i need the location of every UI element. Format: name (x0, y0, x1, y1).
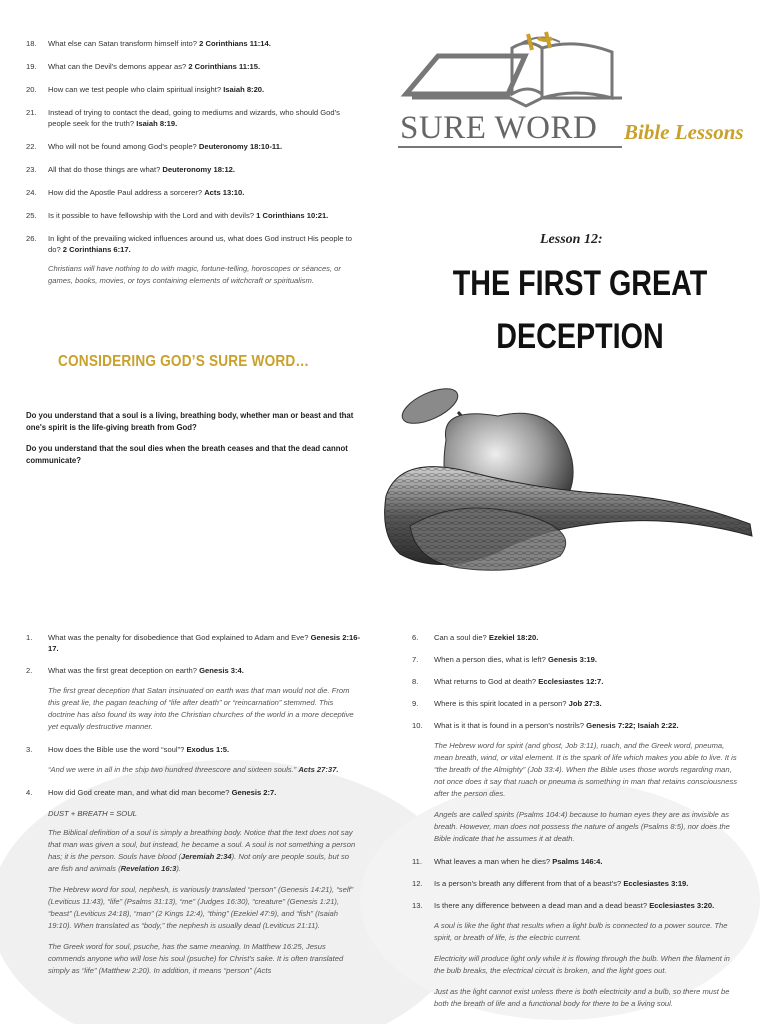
question-number: 20. (26, 85, 37, 94)
consideration-2: Do you understand that the soul dies when the breath ceases and that the dead cannot communicate? (26, 444, 348, 465)
scripture-ref: Isaiah 8:20. (223, 85, 265, 94)
question-9: 9. Where is this spirit located in a person? Job 27:3. (412, 699, 602, 708)
scripture-ref: 1 Corinthians 10:21. (256, 211, 329, 220)
logo-rule (398, 146, 622, 148)
question-number: 19. (26, 62, 37, 71)
question-1: 1. What was the penalty for disobedience that God explained to Adam and Eve? Genesis 2:16-17. (26, 633, 360, 653)
top-note: Christians will have nothing to do with magic, fortune-telling, horoscopes or séances, or games, books, movies, or toys containing elements of witchcraft or spiritualism. (48, 264, 341, 285)
question-text: All that do those things are what? (48, 165, 161, 174)
section-heading: CONSIDERING GOD’S SURE WORD… (58, 353, 310, 370)
note-4b: The Hebrew word for soul, nephesh, is variously translated “person” (Genesis 14:21), “self” (Leviticus 11:43), “life” (Psalms 31:13), “me” (Judges 16:30), “creature” (Genesis 1:21), “beast” (Leviticus 24:18), “man” (2 Kings 12:4), “thing” (Ezekiel 47:9), and “fish” (Isaiah 19:10). When translated as “body,” the nephesh is usually dead (Leviticus 21:11). (48, 885, 354, 930)
scripture-ref: Isaiah 8:19. (136, 119, 178, 128)
sure-word-logo (398, 28, 758, 148)
question-3: 3. How does the Bible use the word “soul”? Exodus 1:5. (26, 745, 230, 754)
question-8: 8. What returns to God at death? Ecclesiastes 12:7. (412, 677, 604, 686)
logo-wordmark: SURE WORD (400, 110, 598, 146)
page-bottom (0, 600, 768, 1024)
scripture-ref: 2 Corinthians 11:15. (188, 62, 261, 71)
question-text: In light of the prevailing wicked influences around us, what does God instruct His people to do? (48, 234, 352, 254)
question-18 (26, 38, 358, 49)
question-number: 18. (26, 39, 37, 48)
note-4a: The Biblical definition of a soul is simply a breathing body. Notice that the text does not say that man was given a soul, but instead, he became a soul. A soul is not something a person has; it is the person. Souls have blood (Jeremiah 2:34). Not only are people souls, but so are fish and animals (Revelation 16:3). (48, 828, 356, 873)
note-10b: Angels are called spirits (Psalms 104:4) because to human eyes they are as invisible as breath. However, man does not possess the nature of angels (Psalms 8:5), nor does the Bible indicate that he assumes it at death. (434, 810, 730, 843)
question-25 (26, 210, 358, 221)
logo-subtitle: Bible Lessons (624, 120, 744, 144)
note-13c: Just as the light cannot exist unless there is both electricity and a bulb, so there must be both the breath of life and a functional body for there to be a living soul. (434, 987, 730, 1008)
question-20 (26, 84, 358, 95)
lesson-title-line-2: DECEPTION (496, 317, 664, 356)
question-7: 7. When a person dies, what is left? Genesis 3:19. (412, 655, 597, 664)
scripture-ref: Acts 13:10. (204, 188, 245, 197)
considerations (26, 410, 358, 476)
question-text: Is it possible to have fellowship with the Lord and with devils? (48, 211, 254, 220)
formula: DUST + BREATH = SOUL (48, 809, 137, 818)
lesson-title (449, 257, 711, 363)
question-text: Instead of trying to contact the dead, going to mediums and wizards, who should God's people seek for the truth? (48, 108, 340, 128)
note-13b: Electricity will produce light only while it is flowing through the bulb. When the filament in the bulb breaks, the electrical circuit is broken, and the light goes out. (434, 954, 730, 975)
question-21 (26, 107, 358, 129)
bottom-left-column (26, 632, 360, 988)
question-number: 26. (26, 234, 37, 243)
consideration-1: Do you understand that a soul is a living, breathing body, whether man or beast and that one's spirit is the life-giving breath from God? (26, 411, 354, 432)
question-10: 10. What is it that is found in a person's nostrils? Genesis 7:22; Isaiah 2:22. (412, 721, 679, 730)
open-book-icon (400, 28, 630, 112)
question-text: How did the Apostle Paul address a sorcerer? (48, 188, 203, 197)
scripture-ref: 2 Corinthians 6:17. (62, 245, 131, 254)
question-number: 22. (26, 142, 37, 151)
note-3: “And we were in all in the ship two hundred threescore and sixteen souls.” Acts 27:37. (48, 765, 339, 774)
apple-serpent-illustration (380, 376, 758, 578)
question-text: How can we test people who claim spiritual insight? (48, 85, 222, 94)
top-questions-column (26, 38, 358, 287)
question-13: 13. Is there any difference between a dead man and a dead beast? Ecclesiastes 3:20. (412, 901, 715, 910)
question-2: 2. What was the first great deception on earth? Genesis 3:4. (26, 666, 244, 675)
question-11: 11. What leaves a man when he dies? Psalms 146:4. (412, 857, 603, 866)
note-13a: A soul is like the light that results when a light bulb is connected to a power source. The spirit, or breath of life, is the electric current. (434, 921, 728, 942)
question-23 (26, 164, 358, 175)
note-10a: The Hebrew word for spirit (and ghost, Job 3:11), ruach, and the Greek word, pneuma, mean breath, wind, or vital element. It is the spark of life which makes you able to live. It is “the breath of the Almighty” (Job 33:4). When the Bible uses those words regarding man, not once does it say that ruach or pneuma is something in man that retains consciousness after the person dies. (434, 741, 738, 798)
lesson-number: Lesson 12: (540, 232, 603, 247)
question-number: 25. (26, 211, 37, 220)
question-22 (26, 141, 358, 152)
question-text: What can the Devil's demons appear as? (48, 62, 187, 71)
question-number: 21. (26, 108, 37, 117)
scripture-ref: Deuteronomy 18:10-11. (198, 142, 283, 151)
question-text: What else can Satan transform himself into? (48, 39, 197, 48)
scripture-ref: Deuteronomy 18:12. (162, 165, 236, 174)
lesson-title-line-1: THE FIRST GREAT (452, 264, 708, 303)
question-number: 24. (26, 188, 37, 197)
question-26 (26, 233, 358, 255)
question-6: 6. Can a soul die? Ezekiel 18:20. (412, 633, 539, 642)
question-24 (26, 187, 358, 198)
question-text: Who will not be found among God's people? (48, 142, 197, 151)
scripture-ref: 2 Corinthians 11:14. (199, 39, 271, 48)
question-4: 4. How did God create man, and what did man become? Genesis 2:7. (26, 788, 277, 797)
note-4c: The Greek word for soul, psuche, has the same meaning. In Matthew 16:25, Jesus commends anyone who will lose his soul (psuche) for Christ's sake. It is often translated simply as “life” (Matthew 2:20). In addition, it means “person” (Acts (48, 942, 344, 975)
note-2: The first great deception that Satan insinuated on earth was that man would not die. From this great lie, the pagan teaching of “life after death” or “reincarnation” stemmed. This doctrine has also found its way into the Christian churches of the world in a more deceptive yet equally destructive manner. (48, 686, 354, 731)
bottom-right-column (412, 632, 742, 1021)
question-19 (26, 61, 358, 72)
question-number: 23. (26, 165, 37, 174)
question-12: 12. Is a person's breath any different from that of a beast's? Ecclesiastes 3:19. (412, 879, 689, 888)
